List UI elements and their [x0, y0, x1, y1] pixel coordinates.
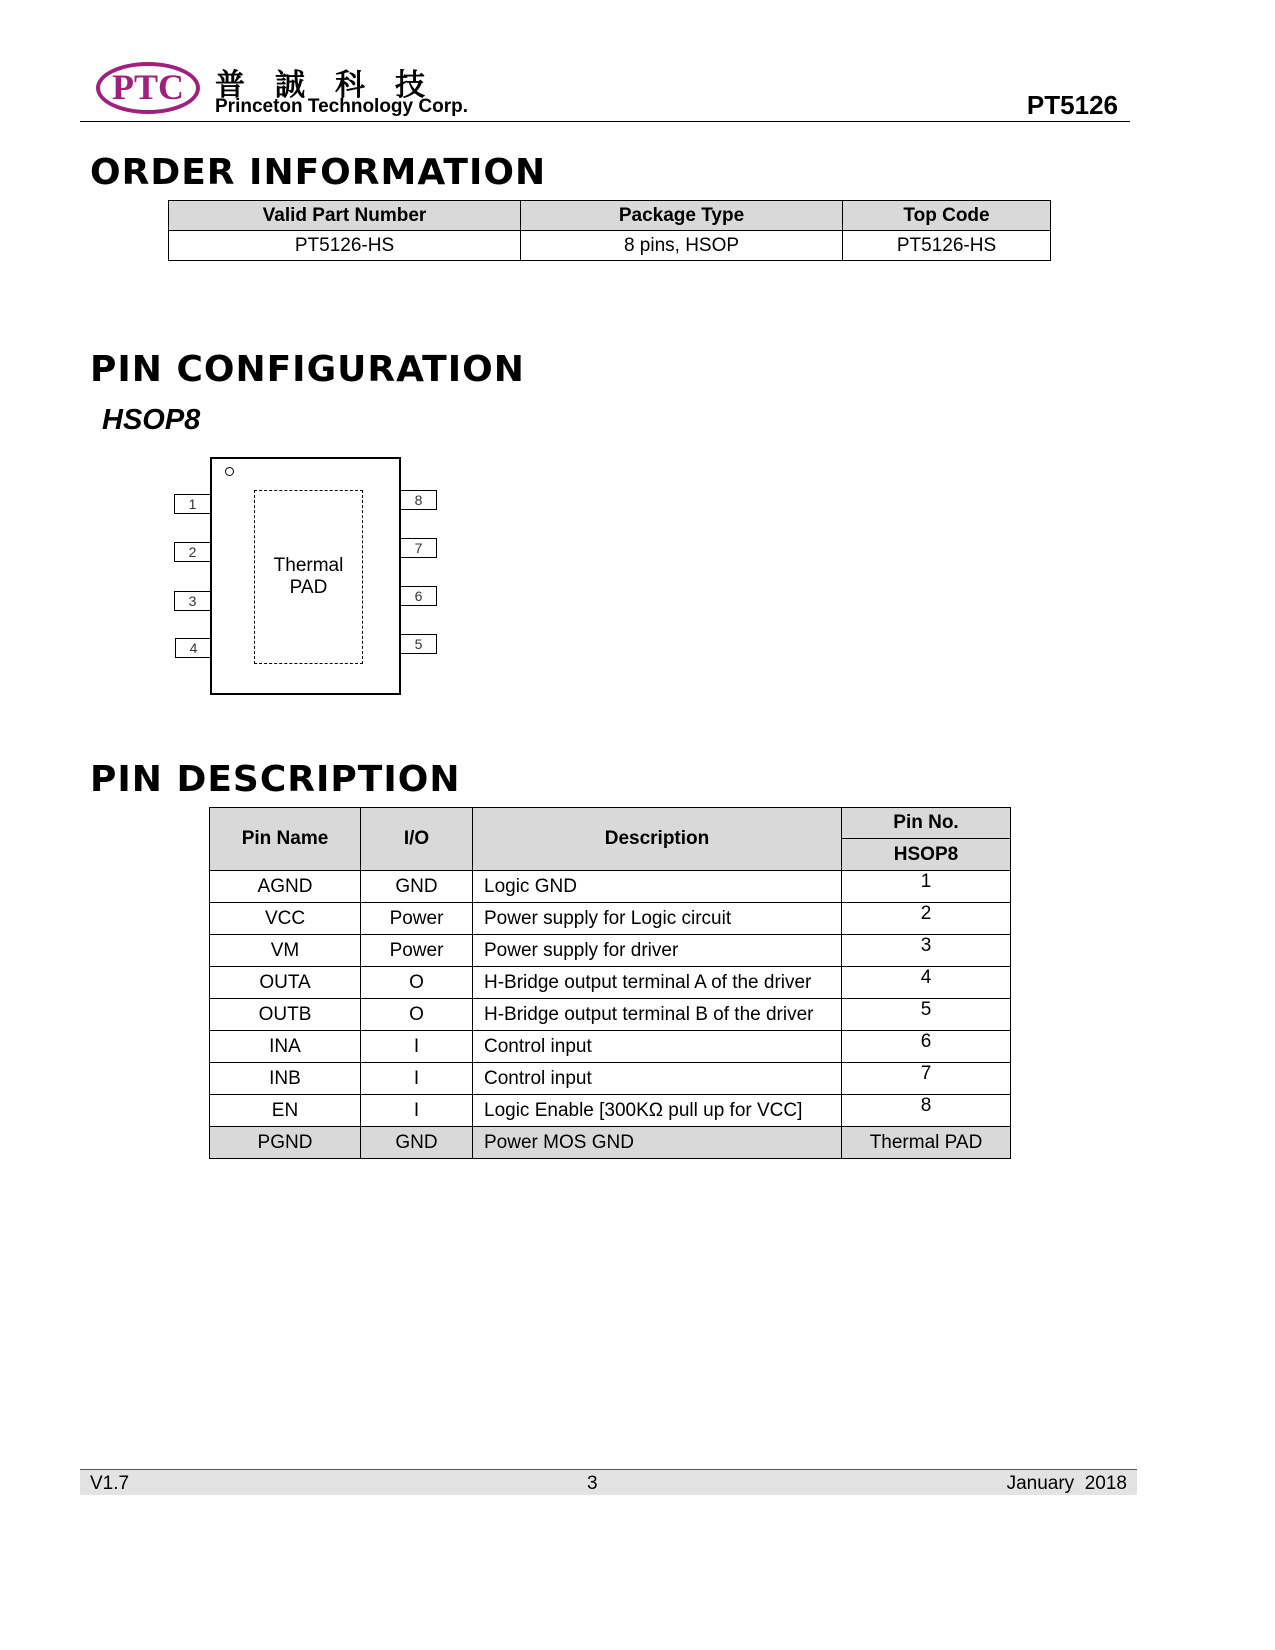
pin-1: 1 [174, 494, 211, 514]
package-type: 8 pins, HSOP [521, 231, 843, 261]
table-row [210, 999, 1011, 1031]
pin-name: VM [210, 935, 361, 967]
pin-3: 3 [174, 591, 211, 611]
pin-number: 3 [842, 935, 1011, 967]
pin-5: 5 [400, 634, 437, 654]
column-header: Description [473, 808, 842, 871]
document-id: PT5126 [1026, 90, 1118, 120]
top-code: PT5126-HS [843, 231, 1051, 261]
pin-2: 2 [174, 542, 211, 562]
description: H-Bridge output terminal A of the driver [473, 967, 842, 999]
pin-number: 1 [842, 871, 1011, 903]
ptc-logo: PTC [96, 62, 200, 114]
pin-4: 4 [175, 638, 212, 658]
pin-number: 6 [842, 1031, 1011, 1063]
pin-name: OUTB [210, 999, 361, 1031]
pin-number: 2 [842, 903, 1011, 935]
column-header: HSOP8 [842, 839, 1011, 871]
pin-name: PGND [210, 1127, 361, 1159]
part-number: PT5126-HS [169, 231, 521, 261]
description: H-Bridge output terminal B of the driver [473, 999, 842, 1031]
description: Control input [473, 1031, 842, 1063]
pin-desc-heading: PIN DESCRIPTION [90, 759, 461, 800]
table-row [210, 1063, 1011, 1095]
column-header: Pin No. [842, 808, 1011, 839]
table-row [210, 967, 1011, 999]
pin-name: EN [210, 1095, 361, 1127]
io-type: I [361, 1095, 473, 1127]
pin-number: 4 [842, 967, 1011, 999]
description: Power supply for Logic circuit [473, 903, 842, 935]
io-type: O [361, 967, 473, 999]
pad-label: PAD [289, 577, 328, 598]
thermal-pad [254, 490, 363, 664]
table-row [210, 871, 1011, 903]
version: V1.7 [90, 1473, 130, 1494]
io-type: I [361, 1063, 473, 1095]
table-row [169, 231, 1051, 261]
io-type: O [361, 999, 473, 1031]
column-header: I/O [361, 808, 473, 871]
description: Power supply for driver [473, 935, 842, 967]
pin-7: 7 [400, 538, 437, 558]
io-type: Power [361, 935, 473, 967]
pin-number: 8 [842, 1095, 1011, 1127]
company-name-chinese: 普誠科技 [215, 69, 455, 102]
description: Logic Enable [300KΩ pull up for VCC] [473, 1095, 842, 1127]
io-type: GND [361, 1127, 473, 1159]
description: Logic GND [473, 871, 842, 903]
table-row [210, 1127, 1011, 1159]
pin-name: OUTA [210, 967, 361, 999]
pin-name: AGND [210, 871, 361, 903]
table-row [210, 935, 1011, 967]
pin-name: INA [210, 1031, 361, 1063]
pin1-marker [225, 467, 234, 476]
table-row [210, 1031, 1011, 1063]
table-row [210, 903, 1011, 935]
description: Power MOS GND [473, 1127, 842, 1159]
table-row [210, 1095, 1011, 1127]
pin-8: 8 [400, 490, 437, 510]
order-table [168, 200, 1051, 261]
pin-number: Thermal PAD [842, 1127, 1011, 1159]
column-header: Package Type [521, 201, 843, 231]
pin-config-heading: PIN CONFIGURATION [90, 349, 525, 390]
pin-6: 6 [400, 586, 437, 606]
io-type: GND [361, 871, 473, 903]
column-header: Top Code [843, 201, 1051, 231]
pad-label: Thermal [273, 555, 344, 576]
io-type: Power [361, 903, 473, 935]
footer [80, 1469, 1137, 1495]
header-divider [80, 121, 1130, 122]
package-subheading: HSOP8 [102, 404, 201, 436]
pin-number: 5 [842, 999, 1011, 1031]
order-info-heading: ORDER INFORMATION [90, 152, 547, 193]
column-header: Valid Part Number [169, 201, 521, 231]
pin-name: VCC [210, 903, 361, 935]
pin-description-table [209, 807, 1011, 1159]
io-type: I [361, 1031, 473, 1063]
pin-name: INB [210, 1063, 361, 1095]
page-number: 3 [587, 1473, 598, 1494]
column-header: Pin Name [210, 808, 361, 871]
company-name: Princeton Technology Corp. [215, 96, 468, 117]
pin-number: 7 [842, 1063, 1011, 1095]
date: January 2018 [1006, 1473, 1127, 1494]
description: Control input [473, 1063, 842, 1095]
